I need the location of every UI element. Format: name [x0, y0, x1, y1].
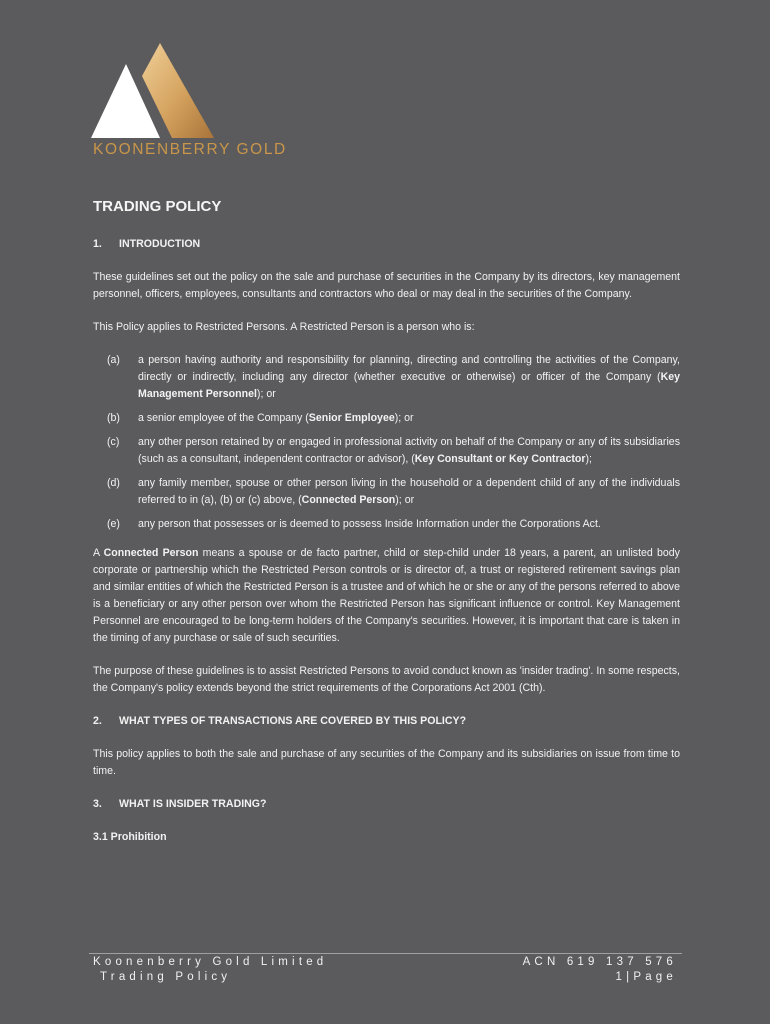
list-label: (b): [107, 412, 120, 424]
paragraph-guidelines: These guidelines set out the policy on the sale and purchase of securities in the Company by its directors, key management personnel, officers, employees, consultants and contractors who deal or may deal in the securities of the Company.: [93, 271, 680, 300]
footer-right: [523, 955, 677, 985]
list-item-b: (b) a senior employee of the Company (Senior Employee); or: [107, 410, 680, 427]
footer-acn: ACN 619 137 576: [522, 956, 677, 968]
list-item-e: (e) any person that possesses or is deemed to possess Inside Information under the Corporations Act.: [107, 516, 680, 533]
section-heading-insider-trading: [93, 796, 680, 813]
subsection-title: 3.1 Prohibition: [93, 831, 167, 843]
paragraph-purpose: The purpose of these guidelines is to assist Restricted Persons to avoid conduct known as 'insider trading'. In some respects, the Company's policy extends beyond the strict requirements of the Corporations Act 2001 (Cth).: [93, 665, 680, 694]
paragraph-connected-person: A Connected Person means a spouse or de facto partner, child or step-child under 18 years, a parent, an unlisted body corporate or partnership which the Restricted Person controls or is director of, a trust or registered retirement savings plan and similar entities of which the Restricted Person is a trustee and of which he or she or any of the persons referred to above is a beneficiary or any other person over whom the Restricted Person has significant influence or control. Key Management Personnel are encouraged to be long-term holders of the Company's securities. However, it is important that care is taken in the timing of any purchase or sale of such securities.: [93, 547, 680, 644]
subsection-heading-prohibition: [93, 829, 680, 846]
company-logo: [90, 40, 290, 165]
section-title: WHAT TYPES OF TRANSACTIONS ARE COVERED BY THIS POLICY?: [119, 715, 467, 727]
list-item-d: (d) any family member, spouse or other person living in the household or a dependent child of any of the individuals referred to in (a), (b) or (c) above, (Connected Person); or: [107, 475, 680, 509]
logo-mark-icon: [90, 40, 290, 140]
section-title: WHAT IS INSIDER TRADING?: [119, 798, 267, 810]
paragraph-restricted-persons: This Policy applies to Restricted Persons. A Restricted Person is a person who is:: [93, 321, 475, 333]
list-label: (d): [107, 477, 120, 489]
restricted-person-list: [93, 352, 680, 533]
logo-brand-text: KOONENBERRY GOLD: [93, 141, 287, 158]
list-label: (c): [107, 436, 120, 448]
list-item-c: (c) any other person retained by or engaged in professional activity on behalf of the Company or any of its subsidiaries (such as a consultant, independent contractor or advisor), (Key Consultant or Key Contractor);: [107, 434, 680, 468]
list-label: (e): [107, 518, 120, 530]
section-heading-transactions: [93, 713, 680, 730]
section-number: 3.: [93, 798, 102, 810]
footer-page-number: 1|Page: [615, 971, 677, 983]
section-title: INTRODUCTION: [119, 238, 201, 250]
paragraph-applies: This policy applies to both the sale and purchase of any securities of the Company and its subsidiaries on issue from time to time.: [93, 748, 680, 777]
footer-doc-name: Trading Policy: [100, 971, 232, 983]
section-number: 2.: [93, 715, 102, 727]
page-title: TRADING POLICY: [93, 198, 222, 215]
section-heading-introduction: [93, 236, 680, 253]
footer-company: Koonenberry Gold Limited: [93, 956, 328, 968]
document-body: [93, 236, 680, 862]
list-label: (a): [107, 354, 120, 366]
section-number: 1.: [93, 238, 102, 250]
list-item-a: (a) a person having authority and responsibility for planning, directing and controlling the activities of the Company, directly or indirectly, including any director (whether executive or otherwise) or officer of the Company (Key Management Personnel); or: [107, 352, 680, 403]
footer-left: [93, 955, 327, 985]
footer-divider: [89, 953, 682, 954]
